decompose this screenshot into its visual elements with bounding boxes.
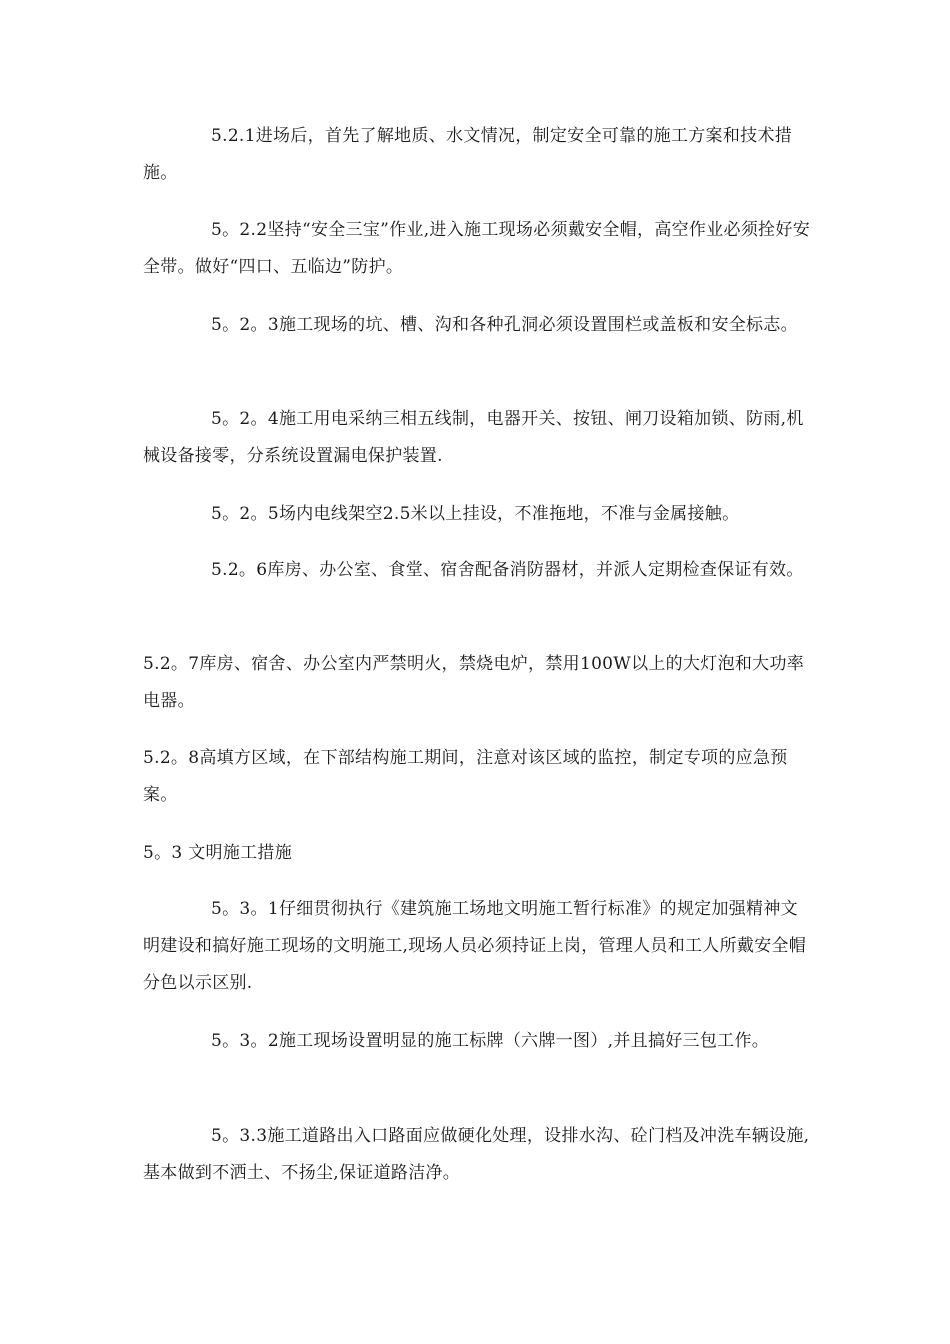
paragraph-5-3-1: 5。3。1仔细贯彻执行《建筑施工场地文明施工暂行标准》的规定加强精神文明建设和搞好施工现场的文明施工,现场人员必须持证上岗，管理人员和工人所戴安全帽分色以示区别. [143, 899, 807, 993]
paragraph-5-2-2: 5。2.2坚持“安全三宝”作业,进入施工现场必须戴安全帽，高空作业必须拴好安全带。做好“四口、五临边”防护。 [143, 220, 811, 277]
paragraph-5-2-1: 5.2.1进场后，首先了解地质、水文情况，制定安全可靠的施工方案和技术措施。 [143, 126, 793, 183]
paragraph-5-2-8: 5.2。8高填方区域，在下部结构施工期间，注意对该区域的监控，制定专项的应急预案。 [143, 748, 788, 805]
paragraph-5-2-6: 5.2。6库房、办公室、食堂、宿舍配备消防器材，并派人定期检查保证有效。 [211, 560, 804, 580]
paragraph-5-2-5: 5。2。5场内电线架空2.5米以上挂设，不准拖地，不准与金属接触。 [211, 504, 740, 524]
paragraph-5-2-7: 5.2。7库房、宿舍、办公室内严禁明火，禁烧电炉，禁用100W以上的大灯泡和大功率电器。 [143, 654, 805, 711]
paragraph-5-2-4: 5。2。4施工用电采纳三相五线制，电器开关、按钮、闸刀设箱加锁、防雨,机械设备接零，分系统设置漏电保护装置. [143, 409, 804, 466]
paragraph-5-3-2: 5。3。2施工现场设置明显的施工标牌（六牌一图）,并且搞好三包工作。 [211, 1031, 770, 1051]
section-heading-5-3: 5。3 文明施工措施 [143, 843, 293, 863]
paragraph-5-2-3: 5。2。3施工现场的坑、槽、沟和各种孔洞必须设置围栏或盖板和安全标志。 [211, 315, 798, 335]
paragraph-5-3-3: 5。3.3施工道路出入口路面应做硬化处理，设排水沟、砼门档及冲洗车辆设施,基本做到不洒土、不扬尘,保证道路洁净。 [143, 1126, 810, 1183]
